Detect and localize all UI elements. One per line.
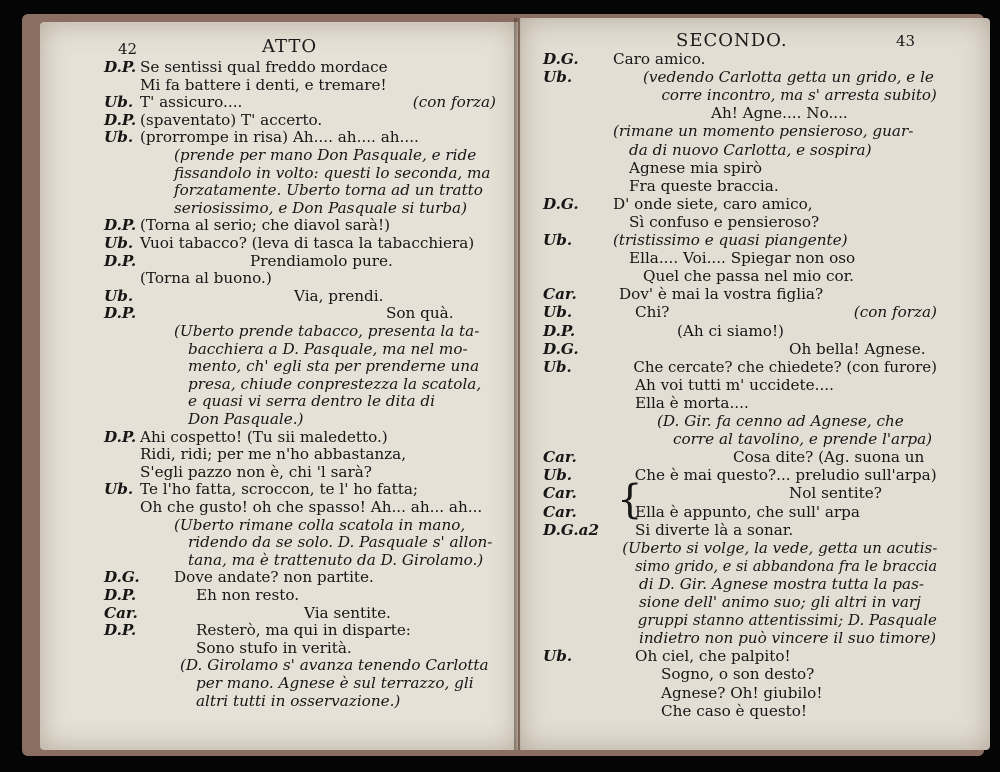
line-text: Eh non resto.: [196, 586, 300, 604]
text-line: [104, 533, 496, 551]
line-text: S'egli pazzo non è, chi 'l sarà?: [140, 462, 372, 481]
line-text: ridendo da se solo. D. Pasquale s' allon-: [188, 533, 493, 552]
line-text: Son quà.: [386, 304, 454, 323]
text-line: [543, 503, 937, 521]
speaker-label: D.G.a2: [543, 520, 600, 539]
text-line: [543, 68, 937, 86]
line-text: (spaventato) T' accerto.: [140, 110, 323, 129]
text-line: [104, 445, 496, 463]
text-line: [543, 466, 936, 484]
text-line: [543, 357, 937, 376]
text-line: [543, 412, 937, 430]
line-text: (Uberto si volge, la vede, getta un acutis-: [622, 538, 938, 557]
text-line: [543, 285, 937, 303]
text-line: [543, 86, 937, 105]
line-text: mento, ch' egli sta per prenderne una: [188, 357, 480, 376]
speaker-label: Car.: [543, 502, 577, 521]
speaker-label: Ub.: [104, 93, 134, 112]
speaker-label: D.G.: [543, 50, 579, 68]
speaker-label: Car.: [543, 484, 577, 503]
text-line: [104, 357, 496, 375]
text-line: [543, 231, 937, 249]
text-line: [104, 322, 496, 340]
text-line: [104, 234, 496, 252]
line-text: Dov' è mai la vostra figlia?: [619, 285, 824, 304]
text-line: [104, 287, 496, 305]
speaker-label: D.P.: [104, 304, 137, 323]
line-text: fissandolo in volto: questi lo seconda, ma: [174, 163, 491, 182]
line-text: Caro amico.: [613, 50, 706, 68]
speaker-label: Ub.: [104, 128, 134, 147]
text-line: [543, 448, 937, 466]
text-line: [543, 394, 937, 412]
text-line: [543, 556, 938, 575]
line-text: (D. Gir. fa cenno ad Agnese, che: [657, 412, 904, 430]
speaker-label: Ub.: [543, 68, 573, 87]
text-line: [104, 410, 496, 428]
line-text: Mi fa battere i denti, e tremare!: [140, 75, 387, 94]
text-line: [543, 538, 938, 557]
text-line: [104, 375, 496, 393]
text-line: [104, 181, 496, 199]
line-text: altri tutti in osservazione.): [196, 691, 401, 710]
text-line: [104, 392, 496, 410]
line-text: bacchiera a D. Pasquale, ma nel mo-: [188, 339, 468, 358]
text-line: [104, 199, 496, 217]
line-text: (prende per mano Don Pasquale, e ride: [174, 146, 477, 164]
line-text: (rimane un momento pensieroso, guar-: [613, 122, 914, 141]
line-text: Nol sentite?: [789, 484, 882, 503]
speaker-label: Ub.: [104, 286, 134, 305]
left-page-header: ATTO: [262, 36, 318, 57]
line-text: T' assicuro....: [140, 93, 243, 112]
text-line: [104, 304, 496, 322]
speaker-label: D.P.: [104, 58, 137, 76]
text-line: [543, 177, 937, 195]
speaker-label: Ub.: [543, 231, 573, 249]
line-text: Via sentite.: [304, 603, 391, 622]
line-text: indietro non può vincere il suo timore): [639, 629, 937, 648]
line-text: Che cercate? che chiedete? (con furore): [633, 357, 937, 376]
speaker-label: Car.: [543, 448, 577, 467]
line-text: Sogno, o son desto?: [661, 665, 815, 684]
text-line: [543, 629, 937, 647]
text-line: [543, 484, 937, 502]
line-text: Ella.... Voi.... Spiegar non oso: [629, 249, 856, 268]
speaker-label: Ub.: [104, 480, 134, 499]
line-text: Ah! Agne.... No....: [711, 104, 848, 123]
line-text: gruppi stanno attentissimi; D. Pasquale: [637, 611, 937, 630]
line-text: forzatamente. Uberto torna ad un tratto: [174, 181, 483, 200]
text-line: [104, 639, 496, 657]
text-line: [104, 269, 496, 287]
line-text: da di nuovo Carlotta, e sospira): [629, 140, 872, 159]
text-line: [543, 213, 937, 231]
line-text: (D. Girolamo s' avanza tenendo Carlotta: [180, 656, 489, 675]
line-text: per mano. Agnese è sul terrazzo, gli: [196, 674, 474, 692]
speaker-label: D.P.: [104, 216, 137, 235]
text-line: [104, 428, 496, 446]
text-line: [104, 516, 496, 534]
speaker-label: Ub.: [543, 357, 572, 376]
line-text: Se sentissi qual freddo mordace: [140, 58, 388, 76]
speaker-label: Car.: [104, 603, 138, 622]
speaker-label: D.G.: [543, 339, 579, 358]
text-line: [543, 702, 937, 720]
text-line: [104, 146, 496, 164]
text-line: [543, 521, 937, 539]
speaker-label: Car.: [543, 285, 577, 304]
line-text: Te l'ho fatta, scroccon, te l' ho fatta;: [140, 480, 419, 499]
text-line: [104, 111, 496, 129]
text-line: [543, 104, 937, 122]
line-text: di D. Gir. Agnese mostra tutta la pas-: [639, 574, 925, 593]
line-text: Fra queste braccia.: [629, 176, 779, 195]
line-text: (Torna al buono.): [140, 269, 272, 288]
line-text: (tristissimo e quasi piangente): [613, 231, 848, 249]
line-text: Ella è morta....: [635, 393, 749, 412]
text-line: [104, 58, 496, 76]
text-line: [543, 376, 937, 394]
speaker-label: Ub.: [543, 466, 573, 485]
line-text: Vuoi tabacco? (leva di tasca la tabacchiera): [140, 234, 475, 252]
line-text: Ella è appunto, che sull' arpa: [635, 502, 860, 521]
speaker-label: Ub.: [543, 303, 573, 322]
text-line: [543, 322, 937, 340]
text-line: [543, 249, 937, 267]
line-text: Oh ciel, che palpito!: [635, 647, 791, 666]
text-line: [104, 340, 496, 358]
line-text: Agnese mia spirò: [629, 158, 762, 177]
line-text: Prendiamolo pure.: [250, 251, 393, 270]
text-line: [543, 430, 937, 448]
text-line: [543, 340, 937, 358]
text-line: [104, 621, 496, 639]
line-text: e quasi vi serra dentro le dita di: [188, 392, 435, 411]
left-page-number: 42: [118, 40, 138, 58]
text-line: [104, 164, 496, 182]
line-text: (vedendo Carlotta getta un grido, e le: [643, 68, 934, 87]
line-text: Chi?: [635, 303, 670, 322]
text-line: [104, 252, 496, 270]
line-text: Che caso è questo!: [661, 701, 807, 720]
line-text: Oh bella! Agnese.: [789, 339, 926, 358]
line-text: Cosa dite? (Ag. suona un: [733, 448, 925, 467]
text-line: [543, 593, 937, 611]
line-text: Sì confuso e pensieroso?: [629, 212, 820, 231]
speaker-label: D.P.: [104, 586, 137, 604]
line-text: (Ah ci siamo!): [677, 321, 784, 340]
line-text: Quel che passa nel mio cor.: [643, 267, 855, 286]
text-line: [543, 267, 937, 285]
speaker-label: D.G.: [543, 194, 579, 213]
line-text: Dove andate? non partite.: [174, 568, 374, 587]
text-line: [104, 656, 496, 674]
line-text: Oh che gusto! oh che spasso! Ah... ah... ah...: [140, 498, 483, 516]
text-line: [104, 568, 496, 586]
text-line: [543, 575, 937, 593]
text-line: [543, 50, 937, 68]
text-line: [104, 216, 496, 234]
text-line: [104, 586, 496, 604]
text-line: [543, 141, 937, 159]
text-line: [104, 128, 496, 146]
line-text: Ahi cospetto! (Tu sii maledetto.): [140, 427, 388, 446]
line-text: (Uberto prende tabacco, presenta la ta-: [174, 322, 480, 340]
line-text: seriosissimo, e Don Pasquale si turba): [174, 198, 468, 217]
line-text: Si diverte là a sonar.: [635, 520, 794, 539]
text-line: [104, 692, 496, 710]
text-line: [543, 122, 937, 140]
line-text: Don Pasquale.): [188, 410, 304, 428]
line-text: Sono stufo in verità.: [196, 638, 352, 657]
speaker-label: Ub.: [543, 647, 573, 666]
text-line: [104, 463, 496, 481]
right-page-header: SECONDO.: [676, 30, 788, 51]
line-text: presa, chiude conprestezza la scatola,: [188, 374, 482, 393]
text-line: [104, 551, 496, 569]
text-line: [104, 498, 496, 516]
book-gutter: [514, 18, 526, 750]
text-line: [543, 684, 937, 702]
line-text: corre incontro, ma s' arresta subito): [661, 86, 937, 105]
line-text: Ah voi tutti m' uccidete....: [635, 375, 834, 394]
brace-mark: {: [617, 477, 643, 523]
line-text: (prorrompe in risa) Ah.... ah.... ah....: [140, 128, 419, 147]
text-line: [543, 303, 937, 321]
text-line: [543, 195, 937, 213]
text-line: [104, 76, 496, 94]
stage-direction-right: (con forza): [412, 93, 496, 112]
line-text: D' onde siete, caro amico,: [613, 194, 813, 213]
line-text: (Torna al serio; che diavol sarà!): [140, 216, 391, 235]
speaker-label: D.P.: [104, 110, 137, 129]
text-line: [104, 604, 496, 622]
line-text: (Uberto rimane colla scatola in mano,: [174, 515, 466, 534]
text-line: [104, 480, 496, 498]
speaker-label: D.P.: [104, 251, 137, 270]
line-text: Che è mai questo?... preludio sull'arpa): [634, 466, 937, 485]
speaker-label: D.P.: [104, 427, 137, 446]
text-line: [543, 665, 937, 683]
text-line: [543, 611, 937, 630]
stage-direction-right: (con forza): [853, 303, 937, 322]
line-text: tana, ma è trattenuto da D. Girolamo.): [188, 550, 484, 569]
line-text: simo grido, e si abbandona fra le braccia: [635, 556, 938, 575]
line-text: Via, prendi.: [294, 286, 384, 305]
speaker-label: D.G.: [104, 568, 140, 587]
speaker-label: D.P.: [543, 321, 576, 340]
line-text: Resterò, ma qui in disparte:: [196, 621, 411, 640]
text-line: [543, 159, 937, 177]
line-text: sione dell' animo suo; gli altri in varj: [639, 593, 921, 611]
right-page-number: 43: [896, 32, 916, 50]
text-line: [543, 647, 937, 665]
line-text: Ridi, ridi; per me n'ho abbastanza,: [140, 445, 407, 464]
text-line: [104, 674, 496, 692]
line-text: Agnese? Oh! giubilo!: [661, 683, 823, 702]
text-line: [104, 93, 496, 111]
line-text: corre al tavolino, e prende l'arpa): [673, 430, 933, 449]
speaker-label: D.P.: [104, 621, 137, 640]
speaker-label: Ub.: [104, 234, 134, 252]
